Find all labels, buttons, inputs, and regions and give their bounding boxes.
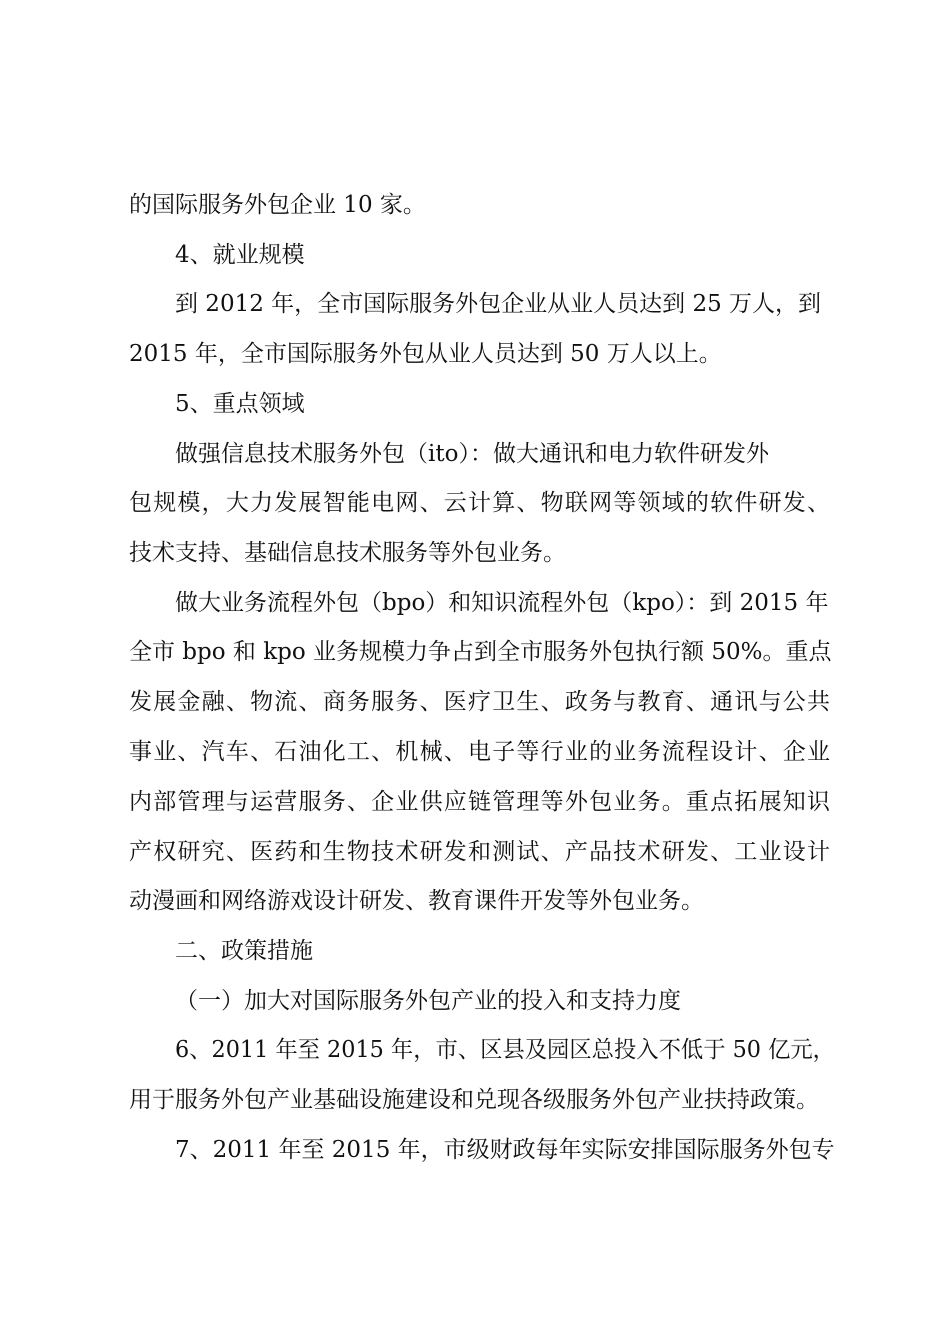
paragraph-line: 2015 年，全市国际服务外包从业人员达到 50 万人以上。: [129, 341, 722, 367]
paragraph-line: 做强信息技术服务外包（ito）：做大通讯和电力软件研发外: [175, 441, 769, 467]
paragraph-line: 动漫画和网络游戏设计研发、教育课件开发等外包业务。: [129, 888, 704, 914]
paragraph-line: 做大业务流程外包（bpo）和知识流程外包（kpo）：到 2015 年: [175, 590, 829, 616]
subsection-heading: （一）加大对国际服务外包产业的投入和支持力度: [175, 988, 681, 1014]
paragraph-line: 发展金融、物流、商务服务、医疗卫生、政务与教育、通讯与公共: [129, 689, 830, 715]
paragraph-line: 技术支持、基础信息技术服务等外包业务。: [129, 540, 566, 566]
section-heading: 二、政策措施: [175, 938, 313, 964]
paragraph-line: 包规模，大力发展智能电网、云计算、物联网等领域的软件研发、: [129, 490, 830, 516]
paragraph-line: 7、2011 年至 2015 年，市级财政每年实际安排国际服务外包专: [175, 1137, 835, 1163]
paragraph-line: 全市 bpo 和 kpo 业务规模力争占到全市服务外包执行额 50%。重点: [129, 639, 832, 665]
section-heading: 5、重点领域: [175, 391, 305, 417]
section-heading: 4、就业规模: [175, 242, 305, 268]
paragraph-line: 到 2012 年，全市国际服务外包企业从业人员达到 25 万人，到: [175, 291, 822, 317]
paragraph-line: 事业、汽车、石油化工、机械、电子等行业的业务流程设计、企业: [129, 739, 830, 765]
paragraph-line: 内部管理与运营服务、企业供应链管理等外包业务。重点拓展知识: [129, 789, 830, 815]
paragraph-line: 用于服务外包产业基础设施建设和兑现各级服务外包产业扶持政策。: [129, 1087, 819, 1113]
paragraph-line: 6、2011 年至 2015 年，市、区县及园区总投入不低于 50 亿元，: [175, 1037, 835, 1063]
paragraph-line: 产权研究、医药和生物技术研发和测试、产品技术研发、工业设计: [129, 839, 830, 865]
paragraph-line: 的国际服务外包企业 10 家。: [129, 192, 426, 218]
